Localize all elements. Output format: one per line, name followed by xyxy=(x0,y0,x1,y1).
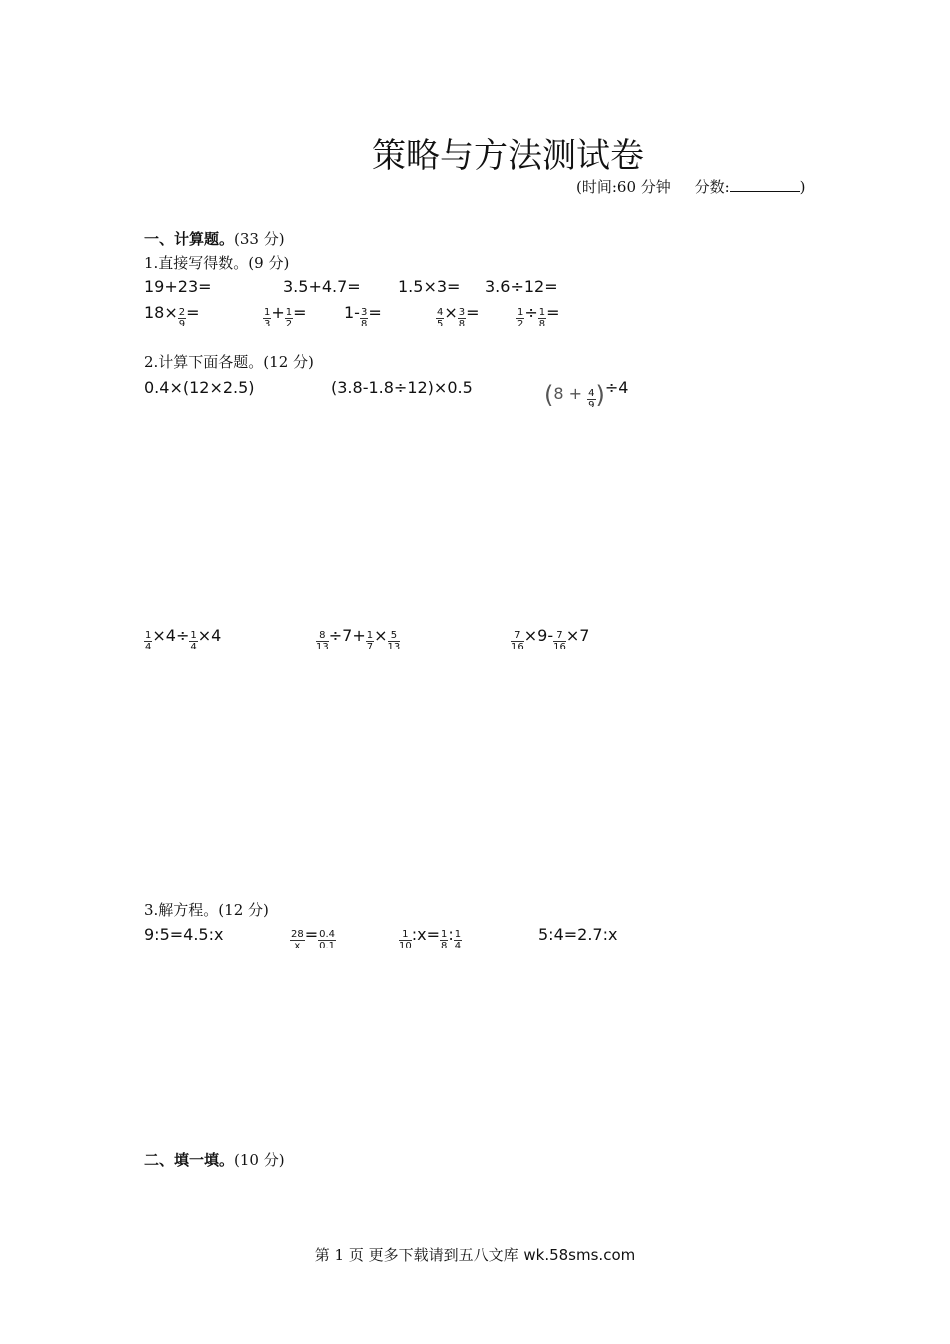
page-footer xyxy=(0,1244,950,1265)
q2-c xyxy=(544,378,628,409)
numerator: 7 xyxy=(553,630,566,642)
expression-part: 1- xyxy=(344,303,360,322)
denominator: 7 xyxy=(366,642,374,649)
numerator: 0.4 xyxy=(319,929,336,940)
numerator: 1 xyxy=(264,307,271,318)
expression-part: = xyxy=(304,925,319,944)
numerator: 1 xyxy=(190,630,197,641)
section2-points: (10 分) xyxy=(234,1151,285,1169)
numerator: 4 xyxy=(437,307,444,318)
numerator: 5 xyxy=(388,630,401,642)
footer-text: 第 1 页 更多下载请到五八文库 xyxy=(314,1246,524,1264)
expression-part: ×4÷ xyxy=(152,626,190,645)
fraction xyxy=(316,630,329,649)
denominator: 4 xyxy=(145,642,152,649)
fraction xyxy=(189,630,197,649)
q2-label: 2.计算下面各题。(12 分) xyxy=(144,353,314,371)
expression-part: :x= xyxy=(411,925,440,944)
numerator: 1 xyxy=(441,929,448,940)
q3-b xyxy=(290,925,336,948)
exam-info xyxy=(576,176,806,197)
denominator: 0.1 xyxy=(319,941,336,948)
numerator: 28 xyxy=(291,929,304,940)
section1-heading xyxy=(144,228,285,249)
expression-part: ÷7+ xyxy=(328,626,366,645)
denominator: 8 xyxy=(538,319,546,326)
denominator: 8 xyxy=(360,319,368,326)
q3-label: 3.解方程。(12 分) xyxy=(144,901,269,919)
expression-part: ×9- xyxy=(523,626,554,645)
numerator: 1 xyxy=(366,630,374,641)
expression-part: ×4 xyxy=(197,626,222,645)
denominator: x xyxy=(294,941,301,948)
denominator: 2 xyxy=(285,319,293,326)
fraction xyxy=(399,929,412,948)
numerator: 3 xyxy=(458,307,466,318)
fraction xyxy=(290,929,305,948)
denominator: 4 xyxy=(190,642,197,649)
expression-part: ÷ xyxy=(524,303,538,322)
numerator: 3 xyxy=(360,307,368,318)
fraction xyxy=(454,929,462,948)
expression-part: ) xyxy=(595,381,605,409)
numerator: 8 xyxy=(316,630,329,642)
numerator: 1 xyxy=(285,307,293,318)
expression-part: 18× xyxy=(144,303,178,322)
q2-a: 0.4×(12×2.5) xyxy=(144,378,255,397)
expression-part: 8 + xyxy=(553,384,588,403)
denominator: 5 xyxy=(437,319,444,326)
denominator: 2 xyxy=(517,319,524,326)
denominator: 8 xyxy=(441,941,448,948)
q1-label: 1.直接写得数。(9 分) xyxy=(144,254,290,272)
q1-r2-e4 xyxy=(436,303,480,326)
q3-a: 9:5=4.5:x xyxy=(144,925,224,944)
q1-r2-e5 xyxy=(516,303,560,326)
denominator: 9 xyxy=(588,400,595,407)
q2-b: (3.8-1.8÷12)×0.5 xyxy=(331,378,473,397)
fraction xyxy=(318,929,336,948)
expression-part: ×7 xyxy=(565,626,590,645)
score-blank xyxy=(730,177,800,192)
expression-part: × xyxy=(444,303,458,322)
expression-part: = xyxy=(546,303,560,322)
q3-c xyxy=(399,925,462,948)
expression-part: ÷4 xyxy=(604,378,629,397)
expression-part: ( xyxy=(544,381,554,409)
section2-heading xyxy=(144,1149,285,1170)
fraction xyxy=(587,388,595,407)
expression-part: + xyxy=(271,303,285,322)
fraction xyxy=(553,630,566,649)
q2-f xyxy=(511,626,589,649)
q1-r1-e2: 3.5+4.7= xyxy=(283,277,361,296)
numerator: 1 xyxy=(454,929,462,940)
denominator: 4 xyxy=(454,941,462,948)
section1-points: (33 分) xyxy=(234,230,285,248)
numerator: 4 xyxy=(588,388,595,399)
q1-r1-e4: 3.6÷12= xyxy=(485,277,558,296)
denominator: 10 xyxy=(399,941,412,948)
q2-e xyxy=(316,626,400,649)
fraction xyxy=(285,307,293,326)
expression-part: : xyxy=(448,925,454,944)
score-label: 分数: xyxy=(694,178,730,196)
q2-d xyxy=(144,626,221,649)
fraction xyxy=(511,630,524,649)
expression-part: = xyxy=(368,303,382,322)
numerator: 2 xyxy=(178,307,186,318)
q3-d: 5:4=2.7:x xyxy=(538,925,618,944)
q1-r1-e3: 1.5×3= xyxy=(398,277,461,296)
expression-part: = xyxy=(186,303,200,322)
info-close: ) xyxy=(799,178,806,196)
fraction xyxy=(538,307,546,326)
numerator: 1 xyxy=(145,630,152,641)
numerator: 1 xyxy=(538,307,546,318)
section1-title: 一、计算题。 xyxy=(144,230,235,248)
numerator: 1 xyxy=(517,307,524,318)
q1-r2-e1 xyxy=(144,303,200,326)
fraction xyxy=(458,307,466,326)
q1-r1-e1: 19+23= xyxy=(144,277,212,296)
denominator: 9 xyxy=(178,319,186,326)
q1-r2-e2 xyxy=(263,303,307,326)
footer-link[interactable]: wk.58sms.com xyxy=(523,1246,636,1264)
fraction xyxy=(388,630,401,649)
numerator: 7 xyxy=(511,630,524,642)
denominator: 16 xyxy=(553,642,566,649)
denominator: 3 xyxy=(264,319,271,326)
denominator: 16 xyxy=(511,642,524,649)
fraction xyxy=(366,630,374,649)
expression-part: = xyxy=(293,303,307,322)
denominator: 8 xyxy=(458,319,466,326)
q1-r2-e3 xyxy=(344,303,382,326)
denominator: 13 xyxy=(316,642,329,649)
expression-part: × xyxy=(374,626,388,645)
page-title: 策略与方法测试卷 xyxy=(372,136,644,176)
numerator: 1 xyxy=(399,929,412,941)
denominator: 13 xyxy=(387,642,401,649)
time-limit: (时间:60 分钟 xyxy=(576,178,671,196)
fraction xyxy=(178,307,186,326)
section2-title: 二、填一填。 xyxy=(144,1151,235,1169)
expression-part: = xyxy=(466,303,480,322)
